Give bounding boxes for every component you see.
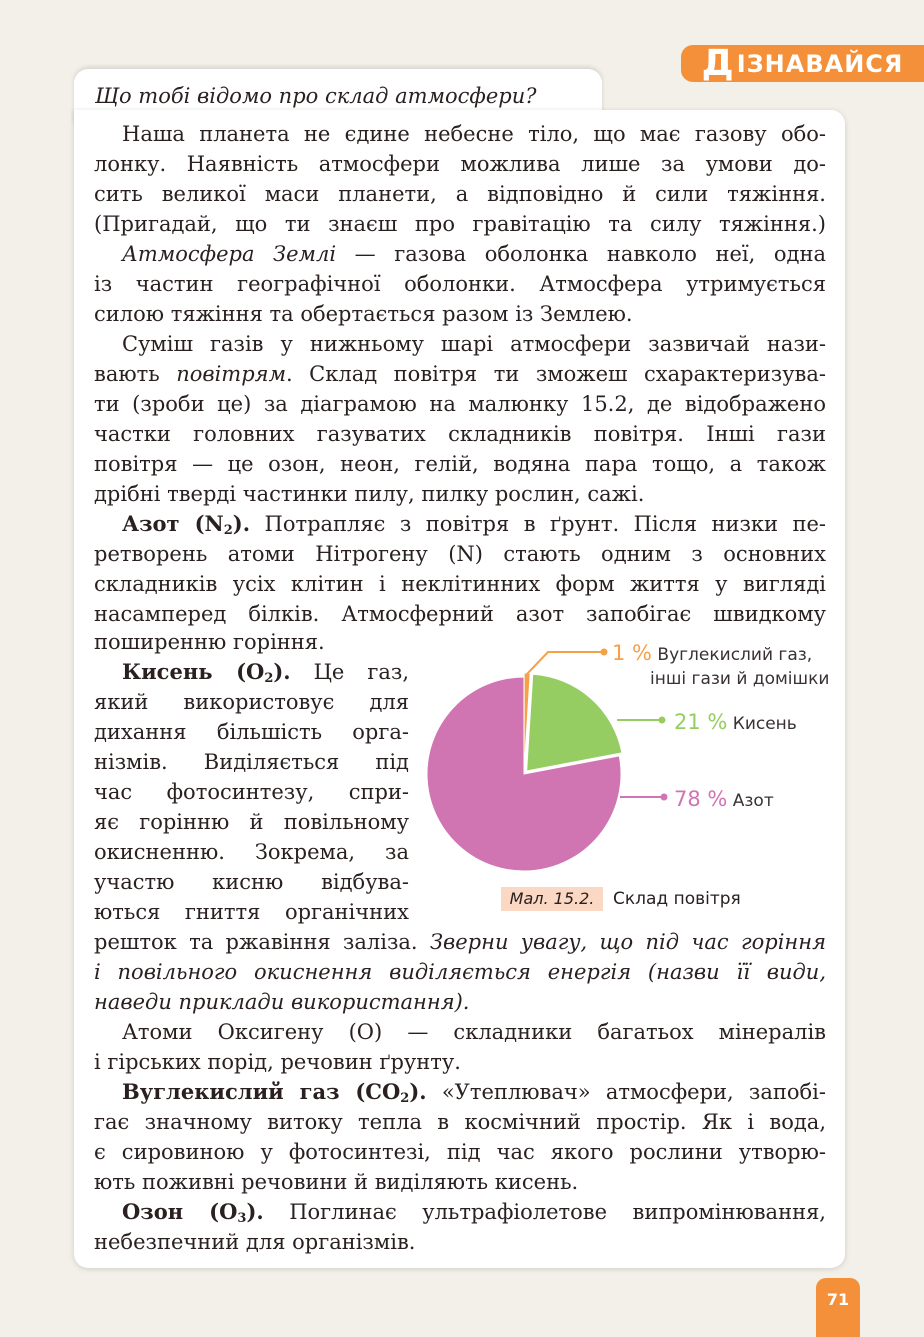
text-fragment: вають (94, 362, 177, 386)
text-line: ретворень атоми Нітрогену (N) стають одним з основних (94, 542, 826, 566)
text-line: частки головних газуватих складників повітря. Інші гази (94, 422, 826, 446)
text-fragment: ). (232, 511, 251, 536)
text-fragment: Зверни увагу, що під час горіння (429, 930, 826, 954)
text-line: наведи приклади використання). (94, 990, 470, 1014)
text-fragment: Азот (N (122, 511, 224, 536)
text-line: гає значному витоку тепла в космічний простір. Як і вода, (94, 1110, 826, 1134)
heading-ozone (122, 1199, 264, 1224)
text-line: силою тяжіння та обертається разом із Землею. (94, 302, 633, 326)
subscript: 2 (400, 1091, 410, 1106)
slice-label: 78 % Азот (674, 787, 774, 811)
text-fragment: Це газ, (290, 660, 409, 684)
text-line: Атоми Оксигену (O) — складники багатьох мінералів (122, 1020, 826, 1044)
text-line: лонку. Наявність атмосфери можлива лише за умови до- (94, 152, 826, 176)
page-number: 71 (816, 1278, 860, 1337)
text-line: і гірських порід, речовин ґрунту. (94, 1050, 461, 1074)
text-line: поширенню горіння. (94, 630, 325, 654)
text-line (122, 240, 826, 270)
text-fragment: ). (273, 659, 291, 684)
text-line: дихання більшість орга- (94, 720, 409, 744)
text-line: окисненню. Зокрема, за (94, 840, 409, 864)
text-line: ти (зроби це) за діаграмою на малюнку 15.2, де відображено (94, 392, 826, 416)
slice-label: 21 % Кисень (674, 710, 797, 734)
text-fragment: . Склад повітря ти зможеш схарактеризува- (285, 362, 826, 386)
text-line (122, 1198, 826, 1228)
text-line: складників усіх клітин і неклітинних форм життя у вигляді (94, 572, 826, 596)
slice-label-line2: інші гази й домішки (650, 669, 830, 689)
text-line: час фотосинтезу, спри- (94, 780, 409, 804)
subscript: 2 (264, 671, 274, 686)
text-line: яє горінню й повільному (94, 810, 409, 834)
heading-nitrogen (122, 511, 250, 536)
term-air: повітрям (176, 362, 286, 386)
text-line: ють поживні речовини й виділяють кисень. (94, 1170, 579, 1194)
air-composition-pie-chart (420, 630, 850, 890)
text-line: Наша планета не єдине небесне тіло, що має газову обо- (122, 122, 826, 146)
leader-dot (659, 717, 666, 724)
text-line: дрібні тверді частинки пилу, пилку рослин, сажі. (94, 482, 645, 506)
text-fragment: Потрапляє з повітря в ґрунт. Після низки пе- (250, 512, 826, 536)
text-fragment: Озон (O (122, 1199, 238, 1224)
text-fragment: ). (409, 1079, 427, 1104)
heading-co2 (122, 1079, 427, 1104)
text-line: і повільного окиснення виділяється енергія (назви її види, (94, 960, 826, 984)
text-fragment: ). (246, 1199, 264, 1224)
text-line (122, 1078, 826, 1108)
text-line: насамперед білків. Атмосферний азот запобігає швидкому (94, 602, 826, 626)
text-fragment: Вуглекислий газ (CO (122, 1079, 401, 1104)
text-line: повітря — це озон, неон, гелій, водяна пара тощо, а також (94, 452, 826, 476)
figure-caption-text: Склад повітря (613, 889, 741, 909)
text-line: Суміш газів у нижньому шарі атмосфери зазвичай нази- (122, 332, 826, 356)
leader-dot (661, 794, 668, 801)
subscript: 2 (223, 523, 233, 538)
heading-oxygen (122, 659, 291, 684)
leader-dot (601, 649, 608, 656)
section-question: Що тобі відомо про склад атмосфери? (95, 84, 537, 108)
section-tag-text: ІЗНАВАЙСЯ (736, 49, 904, 78)
text-fragment: решток та ржавіння заліза. (94, 930, 430, 954)
figure-caption-label: Мал. 15.2. (501, 887, 603, 911)
subscript: 3 (237, 1211, 247, 1226)
text-line: (Пригадай, що ти знаєш про гравітацію та силу тяжіння.) (94, 212, 826, 236)
text-line: із частин географічної оболонки. Атмосфера утримується (94, 272, 826, 296)
text-line (122, 658, 409, 688)
pie-slice (527, 674, 622, 771)
slice-label: 1 % Вуглекислий газ, (612, 641, 813, 665)
text-line (94, 928, 826, 958)
term-atmosphere: Атмосфера Землі (122, 242, 337, 266)
text-line (94, 360, 826, 390)
text-line (122, 510, 826, 540)
text-fragment: — газова оболонка навколо неї, одна (336, 242, 826, 266)
text-line: небезпечний для організмів. (94, 1230, 416, 1254)
text-line: участю кисню відбува- (94, 870, 409, 894)
text-fragment: Кисень (O (122, 659, 265, 684)
section-tag-initial: Д (701, 42, 735, 84)
section-tag (681, 42, 924, 84)
text-line: який використовує для (94, 690, 409, 714)
text-fragment: «Утеплювач» атмосфери, запобі- (426, 1080, 826, 1104)
text-fragment: Поглинає ультрафіолетове випромінювання, (263, 1200, 826, 1224)
text-line: ються гниття органічних (94, 900, 409, 924)
text-line: сить великої маси планети, а відповідно й сили тяжіння. (94, 182, 826, 206)
text-line: нізмів. Виділяється під (94, 750, 409, 774)
text-line: є сировиною у фотосинтезі, під час якого рослини утворю- (94, 1140, 826, 1164)
